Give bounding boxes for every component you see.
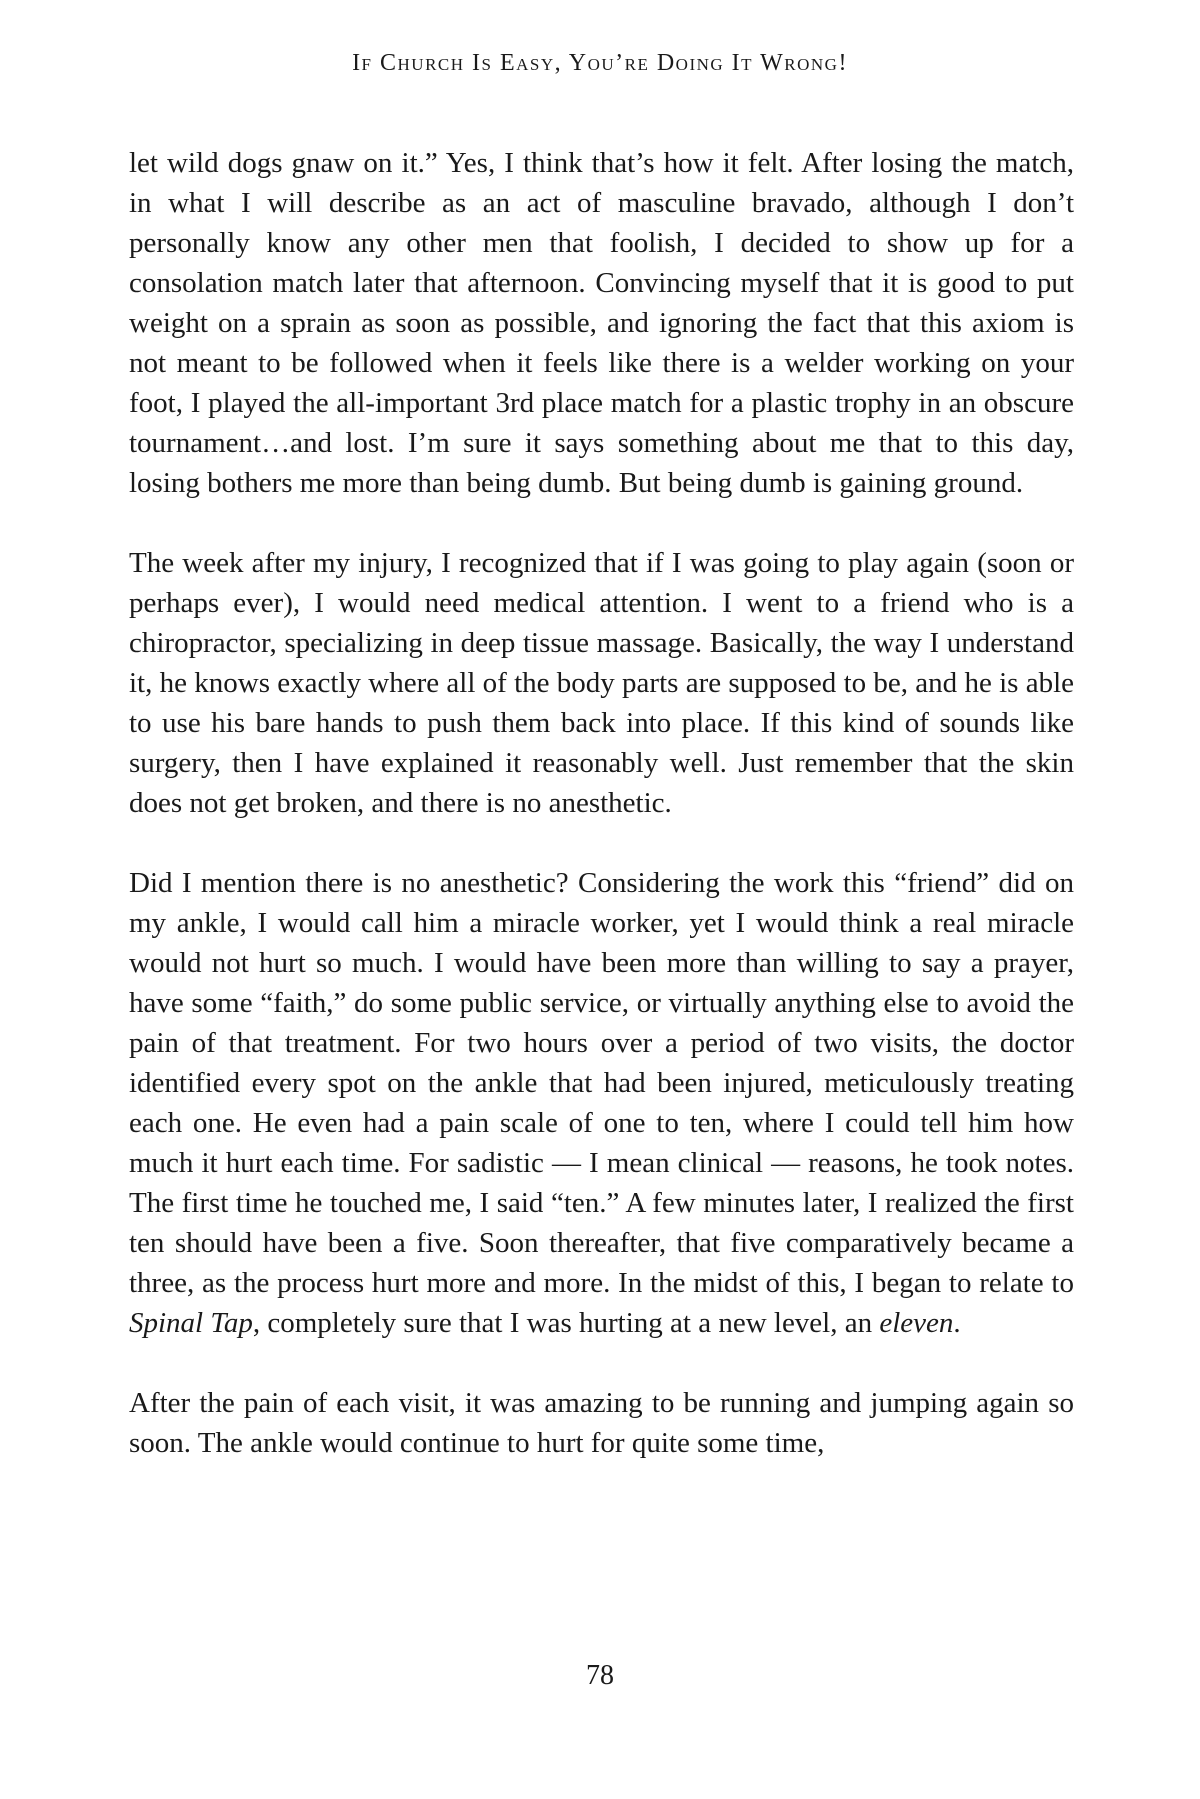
paragraph-text: Did I mention there is no anesthetic? Considering the work this “friend” did on my ankle, I would call him a miracle worker, yet I would think a real miracle would not hurt so much. I would have been more than willing to say a prayer, have some “faith,” do some public service, or virtually anything else to avoid the pain of that treatment. For two hours over a period of two visits, the doctor identified every spot on the ankle that had been injured, meticulously treating each one. He even had a pain scale of one to ten, where I could tell him how much it hurt each time. For sadistic — I mean clinical — reasons, he took notes. The first time he touched me, I said “ten.” A few minutes later, I realized the first ten should have been a five. Soon thereafter, that five comparatively became a three, as the process hurt more and more. In the midst of this, I began to relate to xyxy=(129,867,1074,1299)
paragraph-text: , completely sure that I was hurting at a new level, an xyxy=(252,1307,880,1339)
emphasis-word: eleven xyxy=(879,1307,954,1339)
running-head: If Church Is Easy, You’re Doing It Wrong! xyxy=(352,50,848,76)
page-number: 78 xyxy=(586,1660,614,1691)
paragraph-text: After the pain of each visit, it was amazing to be running and jumping again so soon. The ankle would continue to hurt for quite some time, xyxy=(129,1387,1074,1459)
paragraph xyxy=(129,1383,1074,1463)
paragraph-text: let wild dogs gnaw on it.” Yes, I think that’s how it felt. After losing the match, in what I will describe as an act of masculine bravado, although I don’t personally know any other men that foolish, I decided to show up for a consolation match later that afternoon. Convincing myself that it is good to put weight on a sprain as soon as possible, and ignoring the fact that this axiom is not meant to be followed when it feels like there is a welder working on your foot, I played the all-important 3rd place match for a plastic trophy in an obscure tournament…and lost. I’m sure it says something about me that to this day, losing bothers me more than being dumb. But being dumb is gaining ground. xyxy=(129,147,1074,499)
paragraph xyxy=(129,543,1074,823)
film-title: Spinal Tap xyxy=(129,1307,253,1339)
paragraph xyxy=(129,863,1074,1343)
paragraph xyxy=(129,143,1074,503)
paragraph-text: The week after my injury, I recognized that if I was going to play again (soon or perhaps ever), I would need medical attention. I went to a friend who is a chiropractor, specializing in deep tissue massage. Basically, the way I understand it, he knows exactly where all of the body parts are supposed to be, and he is able to use his bare hands to push them back into place. If this kind of sounds like surgery, then I have explained it reasonably well. Just remember that the skin does not get broken, and there is no anesthetic. xyxy=(129,547,1074,819)
body-text xyxy=(129,143,1074,1503)
paragraph-text: . xyxy=(953,1307,961,1339)
